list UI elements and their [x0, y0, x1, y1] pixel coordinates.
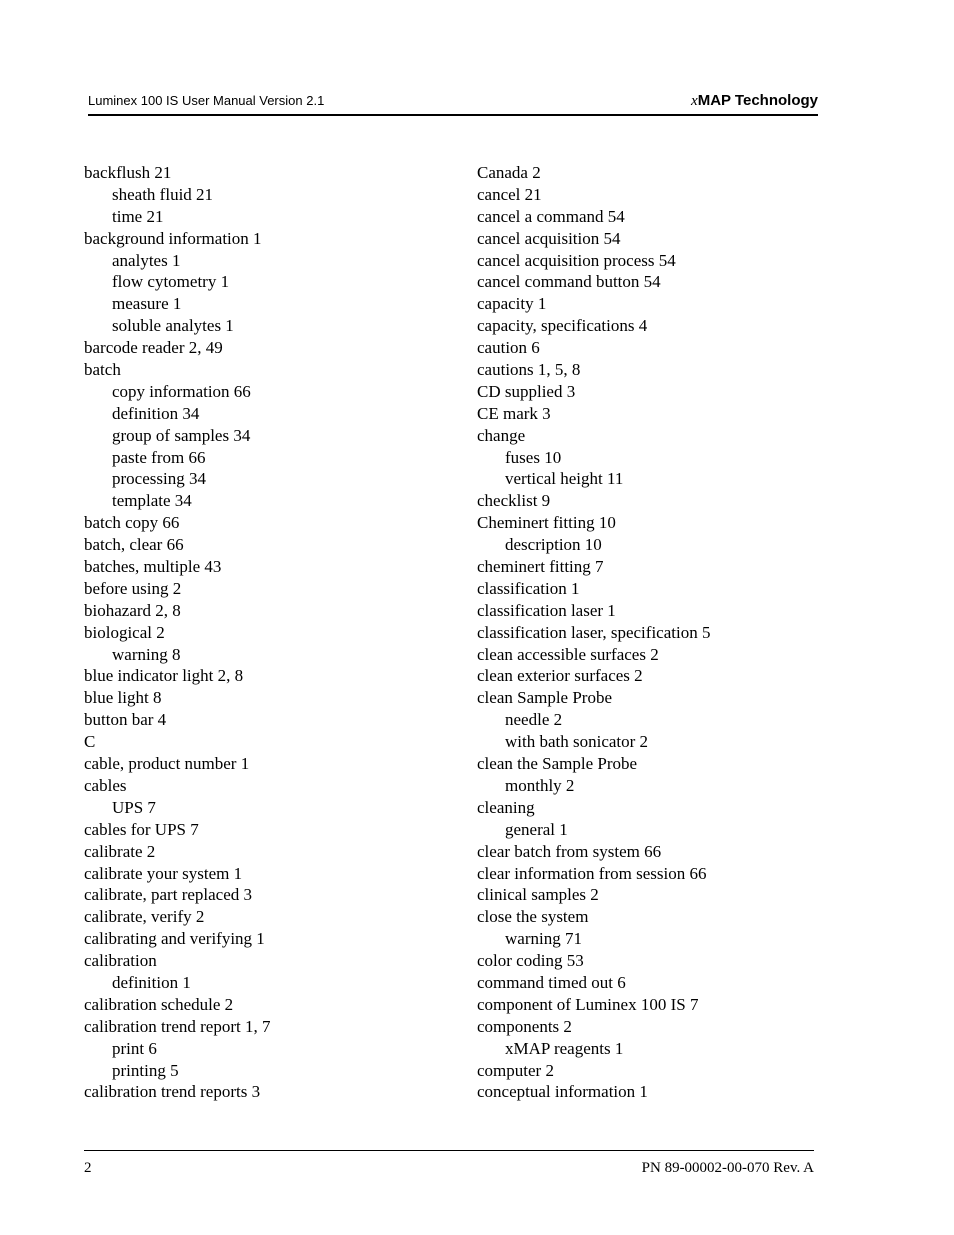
index-subentry: vertical height 11: [505, 469, 624, 489]
index-entry: CE mark 3: [477, 403, 551, 423]
index-entry: checklist 9: [477, 491, 551, 511]
index-entry: clean exterior surfaces 2: [477, 666, 643, 686]
index-subentry: flow cytometry 1: [112, 272, 230, 292]
index-entry: biohazard 2, 8: [84, 600, 181, 620]
index-entry: calibration: [84, 951, 157, 971]
page-number: 2: [84, 1160, 92, 1176]
index-entry: command timed out 6: [477, 972, 626, 992]
index-entry: classification 1: [477, 578, 580, 598]
index-entry: clear information from session 66: [477, 863, 707, 883]
index-subentry: needle 2: [505, 710, 563, 730]
index-entry: clinical samples 2: [477, 885, 599, 905]
index-subentry: processing 34: [112, 469, 206, 489]
part-number: PN 89-00002-00-070 Rev. A: [641, 1160, 814, 1176]
index-subentry: monthly 2: [505, 775, 575, 795]
index-entry: caution 6: [477, 338, 540, 358]
index-subentry: xMAP reagents 1: [505, 1038, 624, 1058]
index-entry: background information 1: [84, 228, 262, 248]
brand-name: [691, 92, 818, 110]
index-entry: cancel acquisition 54: [477, 228, 621, 248]
index-subentry: template 34: [112, 491, 192, 511]
index-subentry: general 1: [505, 819, 568, 839]
index-subentry: fuses 10: [505, 447, 562, 467]
index-subentry: analytes 1: [112, 250, 181, 270]
index-entry: calibration trend report 1, 7: [84, 1016, 271, 1036]
index-subentry: definition 34: [112, 403, 200, 423]
index-entry: capacity, specifications 4: [477, 316, 648, 336]
index-entry: CD supplied 3: [477, 381, 576, 401]
index-entry: calibration schedule 2: [84, 994, 234, 1014]
index-entry: Cheminert fitting 10: [477, 513, 616, 533]
index-entry: C: [84, 732, 96, 752]
index-entry: clear batch from system 66: [477, 841, 662, 861]
index-entry: calibration trend reports 3: [84, 1082, 261, 1102]
index-entry: button bar 4: [84, 710, 167, 730]
index-entry: capacity 1: [477, 294, 547, 314]
index-subentry: group of samples 34: [112, 425, 251, 445]
index-entry: cancel acquisition process 54: [477, 250, 676, 270]
index-entry: clean the Sample Probe: [477, 754, 638, 774]
index-entry: calibrate, verify 2: [84, 907, 205, 927]
index-entry: barcode reader 2, 49: [84, 338, 223, 358]
index-entry: close the system: [477, 907, 589, 927]
index-column-left: [84, 162, 270, 1103]
index-entry: clean accessible surfaces 2: [477, 644, 659, 664]
index-entry: blue indicator light 2, 8: [84, 666, 244, 686]
manual-title: Luminex 100 IS User Manual Version 2.1: [88, 93, 325, 108]
index-entry: calibrate your system 1: [84, 863, 243, 883]
index-subentry: measure 1: [112, 294, 182, 314]
index-subentry: sheath fluid 21: [112, 184, 214, 204]
index-entry: before using 2: [84, 578, 182, 598]
index-entry: cancel 21: [477, 184, 542, 204]
index-entry: batch copy 66: [84, 513, 180, 533]
index-entry: clean Sample Probe: [477, 688, 613, 708]
index-subentry: print 6: [112, 1038, 157, 1058]
index-entry: cautions 1, 5, 8: [477, 360, 581, 380]
brand-rest: MAP Technology: [697, 92, 818, 109]
index-subentry: UPS 7: [112, 797, 156, 817]
index-entry: classification laser 1: [477, 600, 616, 620]
index-entry: cables: [84, 775, 127, 795]
index-subentry: definition 1: [112, 972, 191, 992]
index-entry: batch: [84, 360, 121, 380]
index-entry: change: [477, 425, 526, 445]
index-subentry: printing 5: [112, 1060, 179, 1080]
index-subentry: copy information 66: [112, 381, 251, 401]
brand-prefix: x: [691, 93, 698, 109]
index-entry: conceptual information 1: [477, 1082, 648, 1102]
index-entry: biological 2: [84, 622, 165, 642]
index-entry: batch, clear 66: [84, 535, 184, 555]
index-entry: classification laser, specification 5: [477, 622, 711, 642]
page-header: [88, 92, 818, 116]
index-entry: cancel a command 54: [477, 206, 625, 226]
index-entry: calibrating and verifying 1: [84, 929, 265, 949]
index-entry: component of Luminex 100 IS 7: [477, 994, 699, 1014]
index-entry: cable, product number 1: [84, 754, 250, 774]
index-entry: calibrate 2: [84, 841, 156, 861]
index-subentry: paste from 66: [112, 447, 206, 467]
index-entry: cleaning: [477, 797, 535, 817]
index-subentry: warning 71: [505, 929, 582, 949]
index-subentry: with bath sonicator 2: [505, 732, 649, 752]
index-subentry: description 10: [505, 535, 602, 555]
index-subentry: soluble analytes 1: [112, 316, 234, 336]
index-entry: computer 2: [477, 1060, 554, 1080]
index-subentry: time 21: [112, 206, 164, 226]
index-entry: color coding 53: [477, 951, 584, 971]
index-entry: Canada 2: [477, 163, 541, 182]
index-entry: blue light 8: [84, 688, 162, 708]
index-entry: cables for UPS 7: [84, 819, 199, 839]
index-entry: cancel command button 54: [477, 272, 661, 292]
index-entry: calibrate, part replaced 3: [84, 885, 253, 905]
index-column-right: [477, 162, 710, 1103]
footer-rule: [84, 1150, 814, 1151]
index-entry: components 2: [477, 1016, 572, 1036]
index-entry: backflush 21: [84, 163, 172, 182]
index-entry: cheminert fitting 7: [477, 557, 604, 577]
index-entry: batches, multiple 43: [84, 557, 222, 577]
index-subentry: warning 8: [112, 644, 181, 664]
